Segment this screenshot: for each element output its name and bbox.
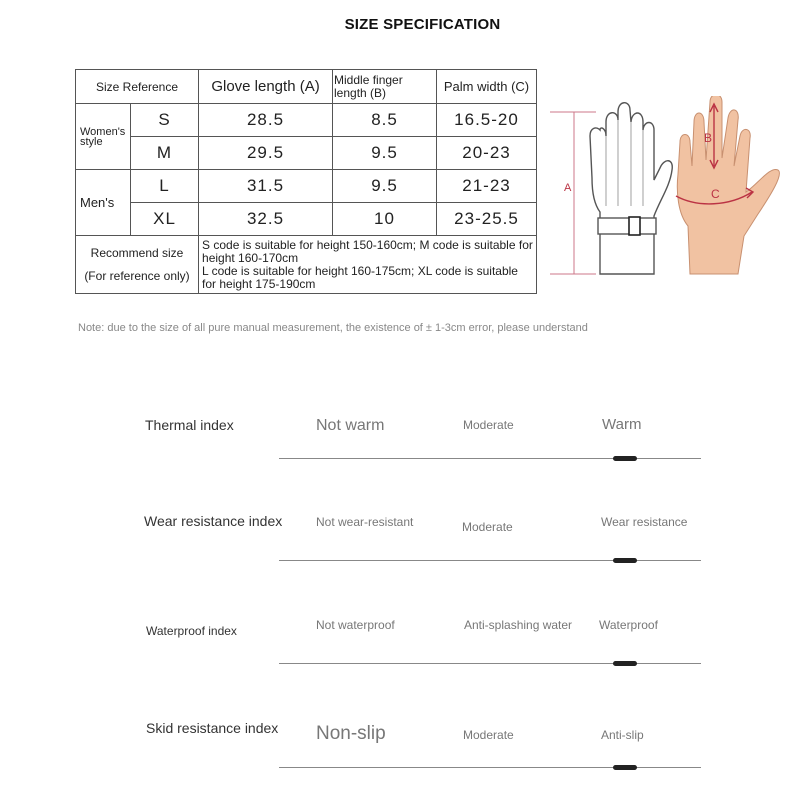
option-high: Anti-slip [601, 728, 644, 742]
size-cell: M [131, 137, 199, 170]
glove-length-cell: 32.5 [199, 203, 333, 236]
glove-buckle [629, 217, 640, 235]
label-c: C [711, 187, 720, 201]
index-slider-handle [613, 765, 637, 770]
size-table [75, 69, 537, 294]
waterproof-index [0, 617, 800, 707]
table-header-row [76, 70, 537, 104]
glove-length-cell: 31.5 [199, 170, 333, 203]
page-title: SIZE SPECIFICATION [344, 16, 501, 33]
index-label: Wear resistance index [144, 513, 283, 529]
size-cell: L [131, 170, 199, 203]
middle-finger-cell: 9.5 [333, 137, 437, 170]
size-cell: S [131, 104, 199, 137]
middle-finger-cell: 8.5 [333, 104, 437, 137]
recommend-row [76, 236, 537, 294]
glove-measurement-diagram [548, 96, 788, 280]
option-low: Not warm [316, 417, 385, 434]
glove-strap [598, 218, 656, 234]
header-size-reference: Size Reference [76, 70, 199, 104]
group-men: Men's [76, 170, 131, 236]
option-low: Not wear-resistant [316, 515, 414, 529]
glove-length-cell: 29.5 [199, 137, 333, 170]
recommend-label: Recommend size [90, 245, 184, 260]
palm-width-cell: 16.5-20 [437, 104, 537, 137]
skid-resistance-index [0, 720, 800, 800]
hand-icon [677, 96, 779, 274]
index-track [279, 767, 701, 768]
recommend-description [199, 236, 537, 294]
index-track [279, 458, 701, 459]
option-low: Not waterproof [316, 618, 395, 632]
recommend-sublabel: (For reference only) [84, 268, 190, 283]
label-b: B [704, 131, 713, 145]
index-track [279, 663, 701, 664]
index-slider-handle [613, 558, 637, 563]
option-mid: Moderate [462, 520, 513, 534]
option-mid: Moderate [463, 728, 514, 742]
recommend-label-cell [76, 236, 199, 294]
option-mid: Moderate [463, 418, 514, 432]
palm-width-cell: 20-23 [437, 137, 537, 170]
thermal-index [0, 416, 800, 506]
index-label: Skid resistance index [146, 720, 279, 736]
table-row [76, 170, 537, 203]
option-high: Warm [602, 416, 642, 433]
recommend-line-1: S code is suitable for height 150-160cm; M code is suitable for height 160-170cm [202, 237, 533, 265]
recommend-line-2: L code is suitable for height 160-175cm; XL code is suitable for height 175-190cm [202, 263, 518, 291]
table-row [76, 137, 537, 170]
index-track [279, 560, 701, 561]
palm-width-cell: 21-23 [437, 170, 537, 203]
header-middle-finger: Middle finger length (B) [333, 70, 437, 104]
header-palm-width: Palm width (C) [437, 70, 537, 104]
index-label: Waterproof index [146, 624, 237, 638]
header-glove-length: Glove length (A) [199, 70, 333, 104]
index-label: Thermal index [145, 417, 234, 433]
palm-width-cell: 23-25.5 [437, 203, 537, 236]
table-row [76, 104, 537, 137]
measurement-note: Note: due to the size of all pure manual measurement, the existence of ± 1-3cm error, please understand [78, 322, 588, 334]
group-women: Women's style [76, 104, 131, 170]
label-a: A [564, 182, 572, 194]
wear-resistance-index [0, 513, 800, 603]
middle-finger-cell: 9.5 [333, 170, 437, 203]
option-high: Wear resistance [601, 515, 688, 529]
index-slider-handle [613, 456, 637, 461]
option-high: Waterproof [599, 618, 658, 632]
glove-length-cell: 28.5 [199, 104, 333, 137]
option-low: Non-slip [316, 723, 386, 744]
option-mid: Anti-splashing water [464, 618, 573, 632]
middle-finger-cell: 10 [333, 203, 437, 236]
table-row [76, 203, 537, 236]
size-cell: XL [131, 203, 199, 236]
index-slider-handle [613, 661, 637, 666]
